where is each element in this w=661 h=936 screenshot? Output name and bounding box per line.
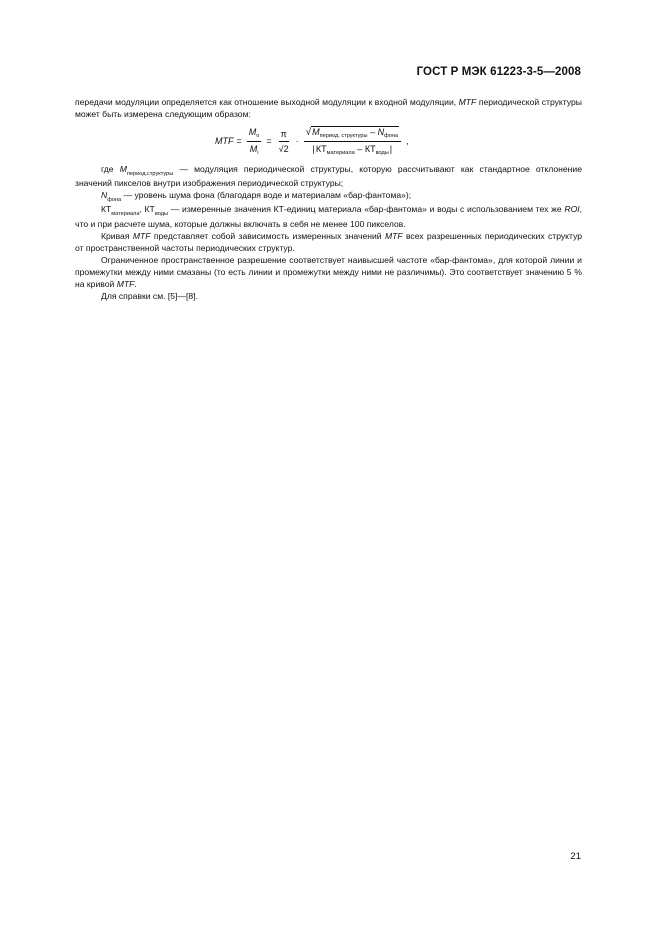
minus-sign-2: – xyxy=(357,143,363,154)
contrast-denominator xyxy=(310,142,396,157)
kt-subscript-water: воды xyxy=(154,210,168,217)
mtf-curve-text-2: представляет собой зависимость измеренных значений xyxy=(153,230,382,241)
where-subscript: период.структуры xyxy=(126,170,174,177)
sqrt-two: √2 xyxy=(278,143,289,154)
intro-text-1: передачи модуляции определяется как отношение выходной модуляции к входной модуляции, xyxy=(75,97,457,107)
noise-paragraph xyxy=(75,189,582,203)
contrast-numerator xyxy=(304,126,401,142)
noise-definition: — уровень шума фона (благодаря воде и материалам «бар-фантома»); xyxy=(123,190,412,201)
mtf-term: MTF xyxy=(458,97,477,107)
formula-mtf: MTF xyxy=(215,136,234,147)
where-paragraph xyxy=(75,163,582,189)
symbol-kt-material: КТ xyxy=(315,143,327,154)
noise-symbol-n: N xyxy=(101,190,108,201)
mtf-curve-text-1: Кривая xyxy=(101,230,130,241)
formula-comma: , xyxy=(406,136,409,147)
symbol-m: M xyxy=(249,143,258,154)
limited-text-2: . xyxy=(134,279,137,290)
subscript-i: i xyxy=(257,150,259,157)
mtf-curve-term-2: MTF xyxy=(384,230,403,241)
kt-definition-2: , что и при расчете шума, которые должны включать в себя не менее 100 пикселов. xyxy=(75,204,583,229)
roi-term: ROI xyxy=(564,204,580,215)
modulation-ratio xyxy=(247,126,262,157)
formula-approx: = xyxy=(266,136,272,147)
mtf-curve-text-3: всех разрешенных периодических структур от пространственной частоты периодических структур. xyxy=(75,230,583,253)
output-modulation xyxy=(247,126,262,142)
symbol-m-period: M xyxy=(312,126,320,137)
abs-close: | xyxy=(389,143,393,154)
kt-subscript-material: материала xyxy=(111,210,140,217)
subscript-water: воды xyxy=(375,150,389,157)
mtf-curve-term-1: MTF xyxy=(132,230,151,241)
where-definition: — модуляция периодической структуры, которую рассчитывают как стандартное отклонение значений пикселов внутри изображения периодической структуры; xyxy=(75,164,583,189)
mtf-formula-block xyxy=(75,121,582,161)
mtf-formula xyxy=(215,121,409,161)
limited-resolution-paragraph xyxy=(75,254,582,290)
symbol-kt-water: КТ xyxy=(364,143,376,154)
pi-symbol: π xyxy=(279,128,289,142)
sqrt-symbol: √ xyxy=(305,126,312,138)
limited-text-1: Ограниченное пространственное разрешение соответствует наивысшей частоте «бар-фантома», для которой линии и промежутки между ними смазаны (то есть линии и промежутки между ними не различимы). Это соответствует значению 5 % на кривой xyxy=(75,254,582,290)
reference-paragraph: Для справки см. [5]—[8]. xyxy=(101,291,198,302)
abs-open: | xyxy=(312,143,315,154)
symbol-m: M xyxy=(248,126,257,137)
mtf-curve-paragraph xyxy=(75,230,582,254)
where-symbol-m: M xyxy=(119,164,127,175)
contrast-fraction xyxy=(304,126,401,157)
kt-symbol-material: КТ xyxy=(101,204,112,215)
intro-paragraph xyxy=(75,96,582,120)
limited-mtf-term: MTF xyxy=(116,279,135,290)
kt-paragraph xyxy=(75,203,582,229)
subscript-material: материала xyxy=(326,150,355,157)
where-lead: где xyxy=(101,164,114,175)
formula-equals: = xyxy=(236,136,242,147)
subscript-bg: фона xyxy=(384,133,399,140)
document-code-header: ГОСТ Р МЭК 61223-3-5—2008 xyxy=(416,66,581,78)
kt-definition-1: — измеренные значения КТ-единиц материала «бар-фантома» и воды с использованием тех же xyxy=(170,204,562,215)
minus-sign: – xyxy=(370,126,376,137)
kt-separator: , xyxy=(139,204,142,215)
pi-over-sqrt2 xyxy=(277,128,291,155)
subscript-o: o xyxy=(256,133,260,140)
kt-symbol-water: КТ xyxy=(144,204,155,215)
subscript-period: период. структуры xyxy=(319,133,368,140)
sqrt-content xyxy=(311,126,399,140)
page-number: 21 xyxy=(570,851,581,862)
main-text xyxy=(75,96,582,302)
formula-dot: · xyxy=(295,136,299,147)
noise-subscript: фона xyxy=(107,196,122,203)
input-modulation xyxy=(248,142,261,157)
symbol-n: N xyxy=(377,126,385,137)
intro-text-2: периодической структуры может быть измерена следующим образом: xyxy=(75,97,582,120)
